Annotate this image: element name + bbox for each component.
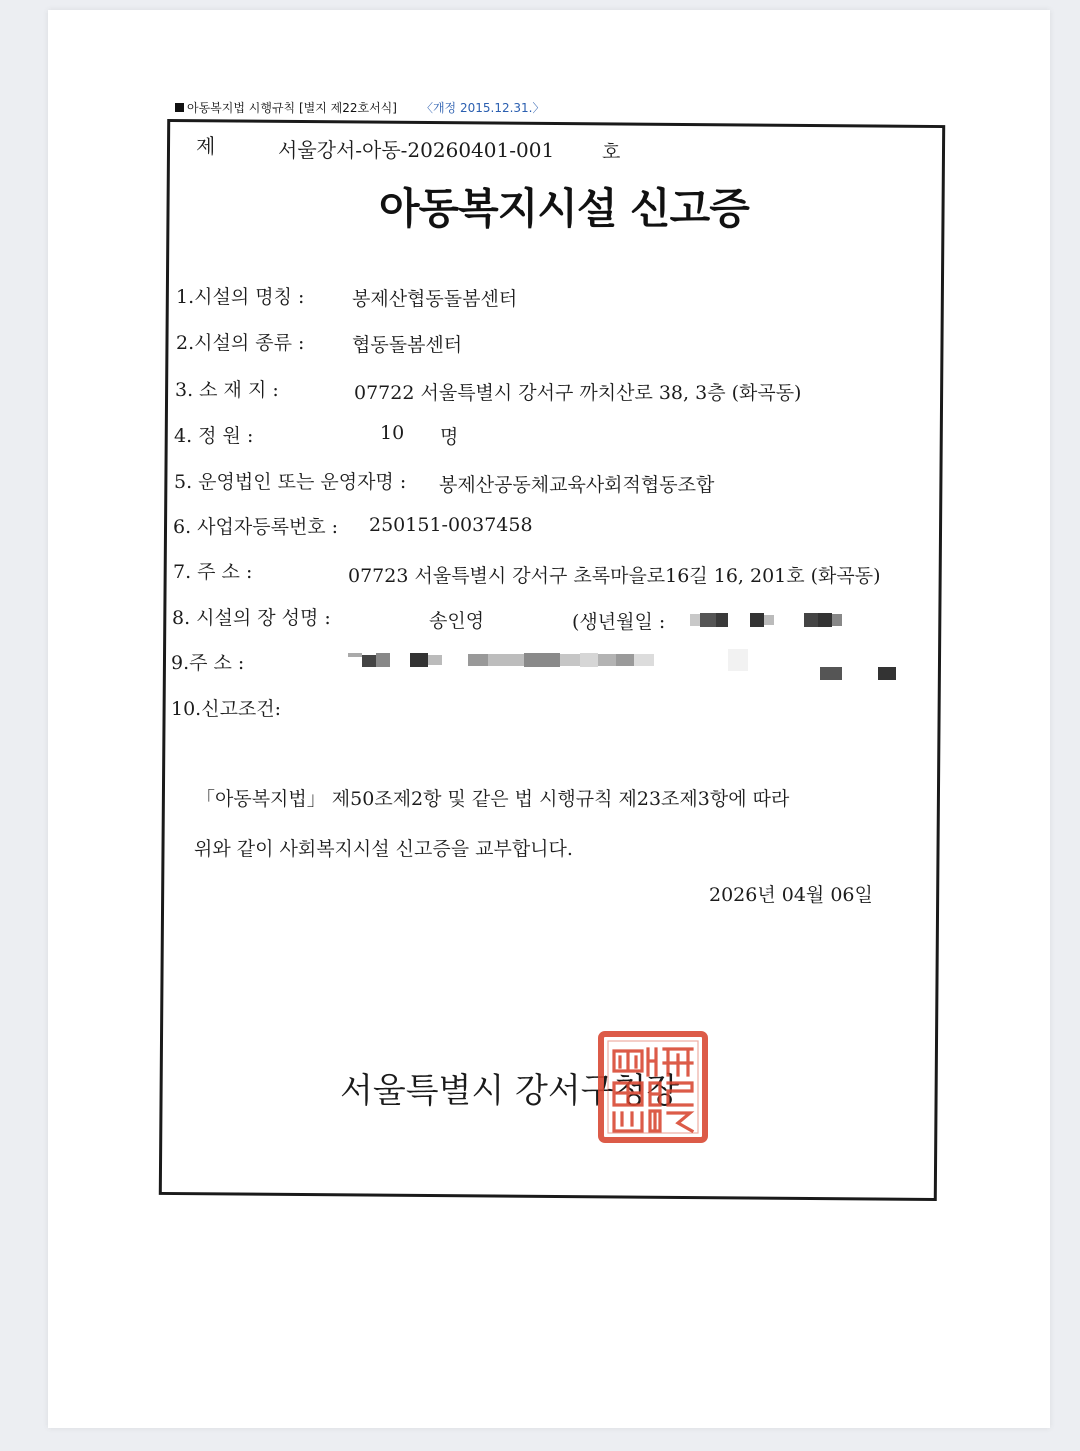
field-value-business-number: 250151-0037458 <box>369 514 533 536</box>
field-value-capacity: 10 <box>380 422 405 444</box>
redacted-director-address-continued <box>820 667 900 681</box>
field-label-facility-type: 2.시설의 종류 : <box>176 332 305 354</box>
issuing-authority: 서울특별시 강서구청장 <box>340 1071 680 1111</box>
field-value-operator: 봉제산공동체교육사회적협동조합 <box>439 474 715 496</box>
field-label-facility-name: 1.시설의 명칭 : <box>176 286 305 308</box>
field-label-business-number: 6. 사업자등록번호 : <box>173 516 339 538</box>
form-title: 아동복지법 시행규칙 [별지 제22호서식] <box>187 101 397 115</box>
redacted-director-address <box>348 651 750 669</box>
field-label-birthdate: (생년월일 : <box>572 611 666 633</box>
field-label-location: 3. 소 재 지 : <box>175 379 279 401</box>
square-bullet-icon <box>175 103 184 112</box>
field-value-facility-type: 협동돌봄센터 <box>352 334 463 356</box>
field-label-conditions: 10.신고조건: <box>171 698 282 720</box>
field-value-director-name: 송인영 <box>429 610 485 632</box>
field-label-address: 7. 주 소 : <box>173 561 253 583</box>
form-header <box>175 99 545 116</box>
field-label-capacity: 4. 정 원 : <box>174 425 254 447</box>
field-label-director-name: 8. 시설의 장 성명 : <box>172 607 331 629</box>
certificate-title: 아동복지시설 신고증 <box>379 184 749 233</box>
issue-date: 2026년 04월 06일 <box>709 884 873 906</box>
certificate-number: 서울강서-아동-20260401-001 <box>278 138 555 162</box>
field-value-capacity-unit: 명 <box>440 426 459 448</box>
field-label-director-address: 9.주 소 : <box>171 652 245 674</box>
official-seal-icon <box>598 1031 708 1143</box>
field-value-address: 07723 서울특별시 강서구 초록마을로16길 16, 201호 (화곡동) <box>348 565 881 587</box>
issuance-statement: 위와 같이 사회복지시설 신고증을 교부합니다. <box>194 838 573 860</box>
certificate-number-label: 제 <box>196 134 216 158</box>
certificate-number-suffix: 호 <box>602 141 621 163</box>
field-value-location: 07722 서울특별시 강서구 까치산로 38, 3층 (화곡동) <box>354 382 802 404</box>
legal-basis-text: 「아동복지법」 제50조제2항 및 같은 법 시행규칙 제23조제3항에 따라 <box>196 788 790 810</box>
revision-note: 〈개정 2015.12.31.〉 <box>420 101 545 115</box>
field-value-facility-name: 봉제산협동돌봄센터 <box>352 288 518 310</box>
redacted-birthdate <box>690 611 845 629</box>
field-label-operator: 5. 운영법인 또는 운영자명 : <box>174 471 407 493</box>
